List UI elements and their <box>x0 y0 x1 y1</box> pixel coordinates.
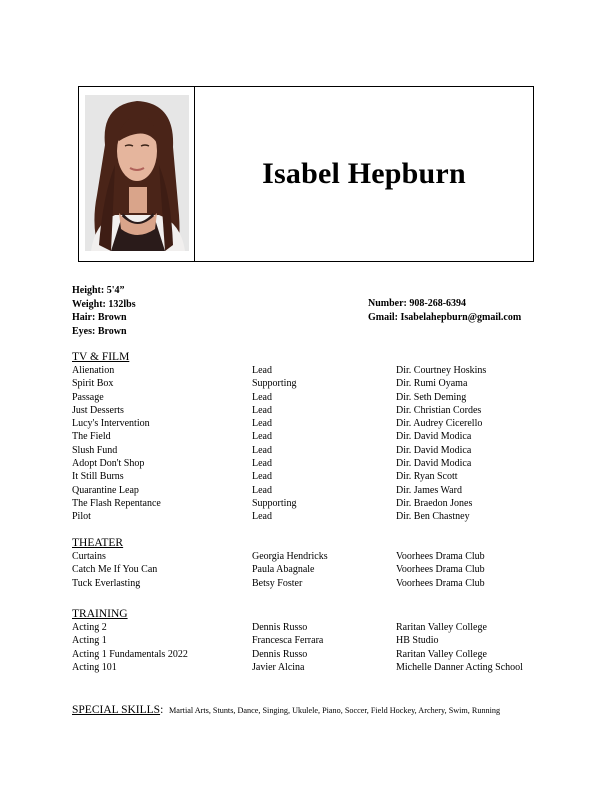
show-role: Paula Abagnale <box>252 564 315 576</box>
table-row <box>72 661 542 674</box>
credit-title: Adopt Don't Shop <box>72 458 145 470</box>
course-instructor: Dennis Russo <box>252 622 308 633</box>
credit-role: Lead <box>252 444 272 456</box>
credit-title: Alienation <box>72 365 115 376</box>
headshot-cell <box>79 87 195 261</box>
course-school: Michelle Danner Acting School <box>396 661 523 673</box>
training-title: TRAINING <box>72 608 128 620</box>
credit-director: Dir. Ben Chastney <box>396 511 470 523</box>
table-row <box>72 563 542 576</box>
credit-title: It Still Burns <box>72 471 124 483</box>
credit-title: Lucy's Intervention <box>72 418 150 430</box>
table-row <box>72 634 542 647</box>
height-stat: Height: 5'4” <box>72 285 125 296</box>
course-school: Raritan Valley College <box>396 648 487 660</box>
credit-title: Pilot <box>72 511 91 523</box>
credit-director: Dir. Seth Deming <box>396 391 467 403</box>
headshot-photo <box>85 95 189 251</box>
credit-title: Passage <box>72 391 104 403</box>
course-instructor: Francesca Ferrara <box>252 635 324 647</box>
credit-director: Dir. Ryan Scott <box>396 471 458 483</box>
table-row <box>72 444 542 457</box>
training-section <box>72 607 542 674</box>
credit-director: Dir. James Ward <box>396 484 462 496</box>
special-skills <box>72 704 500 716</box>
course-school: Raritan Valley College <box>396 622 487 633</box>
table-row <box>72 364 542 377</box>
eyes-stat: Eyes: Brown <box>72 325 127 337</box>
credit-role: Lead <box>252 404 272 416</box>
show-role: Betsy Foster <box>252 577 303 589</box>
course-name: Acting 2 <box>72 622 107 633</box>
credit-role: Lead <box>252 458 272 470</box>
credit-director: Dir. Audrey Cicerello <box>396 418 483 430</box>
contact-info <box>368 297 521 324</box>
credit-title: The Flash Repentance <box>72 497 161 509</box>
header-box <box>78 86 534 262</box>
tv-film-section <box>72 350 542 524</box>
table-row <box>72 470 542 483</box>
course-name: Acting 1 <box>72 635 107 647</box>
table-row <box>72 550 542 563</box>
weight-stat: Weight: 132lbs <box>72 298 136 310</box>
course-instructor: Dennis Russo <box>252 648 308 660</box>
special-skills-label: SPECIAL SKILLS <box>72 704 161 716</box>
email-address: Gmail: Isabelahepburn@gmail.com <box>368 311 522 323</box>
credit-role: Lead <box>252 511 272 523</box>
theater-title: THEATER <box>72 537 124 549</box>
phone-number: Number: 908-268-6394 <box>368 298 467 309</box>
show-company: Voorhees Drama Club <box>396 564 485 576</box>
show-title: Curtains <box>72 551 106 562</box>
table-row <box>72 484 542 497</box>
credit-director: Dir. Christian Cordes <box>396 404 482 416</box>
table-row <box>72 391 542 404</box>
theater-section <box>72 536 542 590</box>
table-row <box>72 430 542 443</box>
credit-title: The Field <box>72 431 111 443</box>
credit-title: Slush Fund <box>72 444 118 456</box>
show-company: Voorhees Drama Club <box>396 551 485 562</box>
course-name: Acting 101 <box>72 661 117 673</box>
table-row <box>72 457 542 470</box>
hair-stat: Hair: Brown <box>72 312 127 323</box>
table-row <box>72 577 542 590</box>
credit-role: Lead <box>252 365 272 376</box>
show-title: Catch Me If You Can <box>72 564 158 576</box>
credit-role: Supporting <box>252 497 297 509</box>
table-row <box>72 404 542 417</box>
credit-director: Dir. David Modica <box>396 458 472 470</box>
special-skills-colon: : <box>160 704 164 716</box>
credit-role: Lead <box>252 431 272 443</box>
credit-title: Just Desserts <box>72 404 124 416</box>
table-row <box>72 648 542 661</box>
credit-director: Dir. David Modica <box>396 444 472 456</box>
table-row <box>72 497 542 510</box>
physical-stats <box>72 284 136 338</box>
show-company: Voorhees Drama Club <box>396 577 485 589</box>
credit-title: Quarantine Leap <box>72 484 139 496</box>
show-title: Tuck Everlasting <box>72 577 141 589</box>
actor-name: Isabel Hepburn <box>262 157 466 190</box>
course-name: Acting 1 Fundamentals 2022 <box>72 648 188 660</box>
table-row <box>72 377 542 390</box>
tv-film-title: TV & FILM <box>72 351 130 363</box>
course-instructor: Javier Alcina <box>252 661 305 673</box>
table-row <box>72 417 542 430</box>
credit-title: Spirit Box <box>72 378 114 390</box>
table-row <box>72 621 542 634</box>
course-school: HB Studio <box>396 635 439 647</box>
credit-director: Dir. Courtney Hoskins <box>396 365 487 376</box>
credit-role: Lead <box>252 391 272 403</box>
credit-role: Lead <box>252 418 272 430</box>
credit-director: Dir. David Modica <box>396 431 472 443</box>
credit-role: Lead <box>252 484 272 496</box>
table-row <box>72 510 542 523</box>
special-skills-list: Martial Arts, Stunts, Dance, Singing, Ukulele, Piano, Soccer, Field Hockey, Archery, Swim, Running <box>169 706 501 715</box>
show-role: Georgia Hendricks <box>252 551 328 562</box>
credit-director: Dir. Rumi Oyama <box>396 378 468 390</box>
credit-role: Supporting <box>252 378 297 390</box>
credit-director: Dir. Braedon Jones <box>396 497 473 509</box>
credit-role: Lead <box>252 471 272 483</box>
